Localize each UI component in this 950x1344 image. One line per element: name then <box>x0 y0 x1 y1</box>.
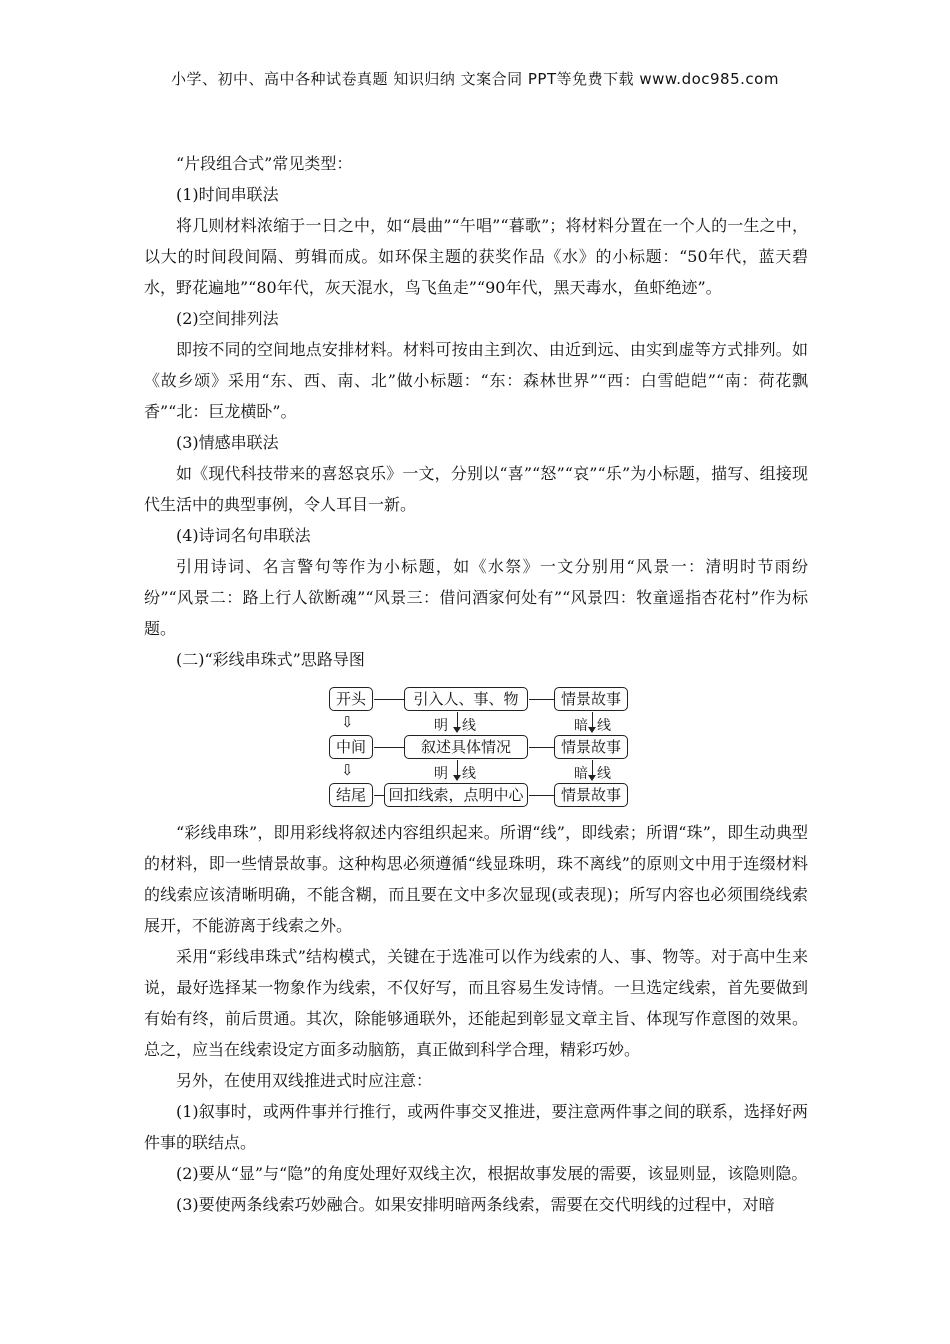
dark-line-label-b: 线 <box>597 766 611 782</box>
connector-line <box>529 747 554 748</box>
dark-line-label-b: 线 <box>597 718 611 734</box>
stage-box-end: 结尾 <box>329 783 373 807</box>
page-header: 小学、初中、高中各种试卷真题 知识归纳 文案合同 PPT等免费下载 www.doc985.com <box>171 70 779 88</box>
section-heading: (二)“彩线串珠式”思路导图 <box>176 650 365 669</box>
paragraph: (2)空间排列法 <box>176 309 279 328</box>
story-box-middle: 情景故事 <box>554 735 628 759</box>
paragraph: (1)叙事时，或两件事并行推行，或两件事交叉推进，要注意两件事之间的联系，选择好两件事的联结点。 <box>144 1102 808 1152</box>
dark-line <box>592 712 593 728</box>
paragraph: “彩线串珠”，即用彩线将叙述内容组织起来。所谓“线”，即线索；所谓“珠”，即生动典型的材料，即一些情景故事。这种构思必须遵循“线显珠明，珠不离线”的原则文中用于连缀材料的线索应该清晰明确，不能含糊，而且要在文中多次显现(或表现)；所写内容也必须围绕线索展开，不能游离于线索之外。 <box>144 823 808 935</box>
stage-box-middle: 中间 <box>329 735 373 759</box>
story-box-end: 情景故事 <box>554 783 628 807</box>
paragraph: “片段组合式”常见类型： <box>176 154 353 173</box>
paragraph: (4)诗词名句串联法 <box>176 526 311 545</box>
connector-line <box>374 747 404 748</box>
down-hollow-arrow-icon: ⇩ <box>341 713 354 731</box>
dark-line-arrow-icon <box>588 727 596 733</box>
dark-line-label-a: 暗 <box>574 718 588 734</box>
story-box-start: 情景故事 <box>554 687 628 711</box>
connector-line <box>529 795 554 796</box>
paragraph: 即按不同的空间地点安排材料。材料可按由主到次、由近到远、由实到虚等方式排列。如《故乡颂》采用“东、西、南、北”做小标题：“东：森林世界”“西：白雪皑皑”“南：荷花飘香”“北：巨龙横卧”。 <box>144 340 808 421</box>
bright-line-arrow-icon <box>453 775 461 781</box>
bright-line <box>457 712 458 728</box>
bright-line-label-b: 线 <box>462 718 476 734</box>
connector-line <box>529 699 554 700</box>
bright-line-arrow-icon <box>453 727 461 733</box>
dark-line-arrow-icon <box>588 775 596 781</box>
paragraph: 如《现代科技带来的喜怒哀乐》一文，分别以“喜”“怒”“哀”“乐”为小标题，描写、组接现代生活中的典型事例，令人耳目一新。 <box>144 464 808 514</box>
paragraph: 引用诗词、名言警句等作为小标题，如《水祭》一文分别用“风景一：清明时节雨纷纷”“风景二：路上行人欲断魂”“风景三：借问酒家何处有”“风景四：牧童遥指杏花村”作为标题。 <box>144 557 808 638</box>
document-body <box>144 148 808 1220</box>
bright-line <box>457 760 458 776</box>
paragraph: 另外，在使用双线推进式时应注意： <box>176 1071 433 1090</box>
paragraph: 将几则材料浓缩于一日之中，如“晨曲”“午唱”“暮歌”；将材料分置在一个人的一生之中，以大的时间段间隔、剪辑而成。如环保主题的获奖作品《水》的小标题：“50年代，蓝天碧水，野花遍地”“80年代，灰天混水，鸟飞鱼走”“90年代，黑天毒水，鱼虾绝迹”。 <box>144 216 808 297</box>
paragraph: (2)要从“显”与“隐”的角度处理好双线主次，根据故事发展的需要，该显则显，该隐则隐。 <box>176 1164 808 1183</box>
dark-line <box>592 760 593 776</box>
stage-box-start: 开头 <box>329 687 373 711</box>
bright-line-label-a: 明 <box>434 718 448 734</box>
dark-line-label-a: 暗 <box>574 766 588 782</box>
connector-line <box>374 699 404 700</box>
bright-line-label-b: 线 <box>462 766 476 782</box>
paragraph: (3)要使两条线索巧妙融合。如果安排明暗两条线索，需要在交代明线的过程中，对暗 <box>176 1195 775 1214</box>
paragraph: (3)情感串联法 <box>176 433 279 452</box>
down-hollow-arrow-icon: ⇩ <box>341 761 354 779</box>
paragraph: 采用“彩线串珠式”结构模式，关键在于选准可以作为线索的人、事、物等。对于高中生来说，最好选择某一物象作为线索，不仅好写，而且容易生发诗情。一旦选定线索，首先要做到有始有终，前后贯通。其次，除能够通联外，还能起到彰显文章主旨、体现写作意图的效果。总之，应当在线索设定方面多动脑筋，真正做到科学合理，精彩巧妙。 <box>144 947 808 1059</box>
content-box-middle: 叙述具体情况 <box>404 735 528 759</box>
content-box-start: 引入人、事、物 <box>404 687 528 711</box>
bright-line-label-a: 明 <box>434 766 448 782</box>
connector-line <box>374 795 384 796</box>
paragraph: (1)时间串联法 <box>176 185 279 204</box>
content-box-end: 回扣线索，点明中心 <box>384 783 528 807</box>
thread-pearl-diagram <box>144 687 808 807</box>
